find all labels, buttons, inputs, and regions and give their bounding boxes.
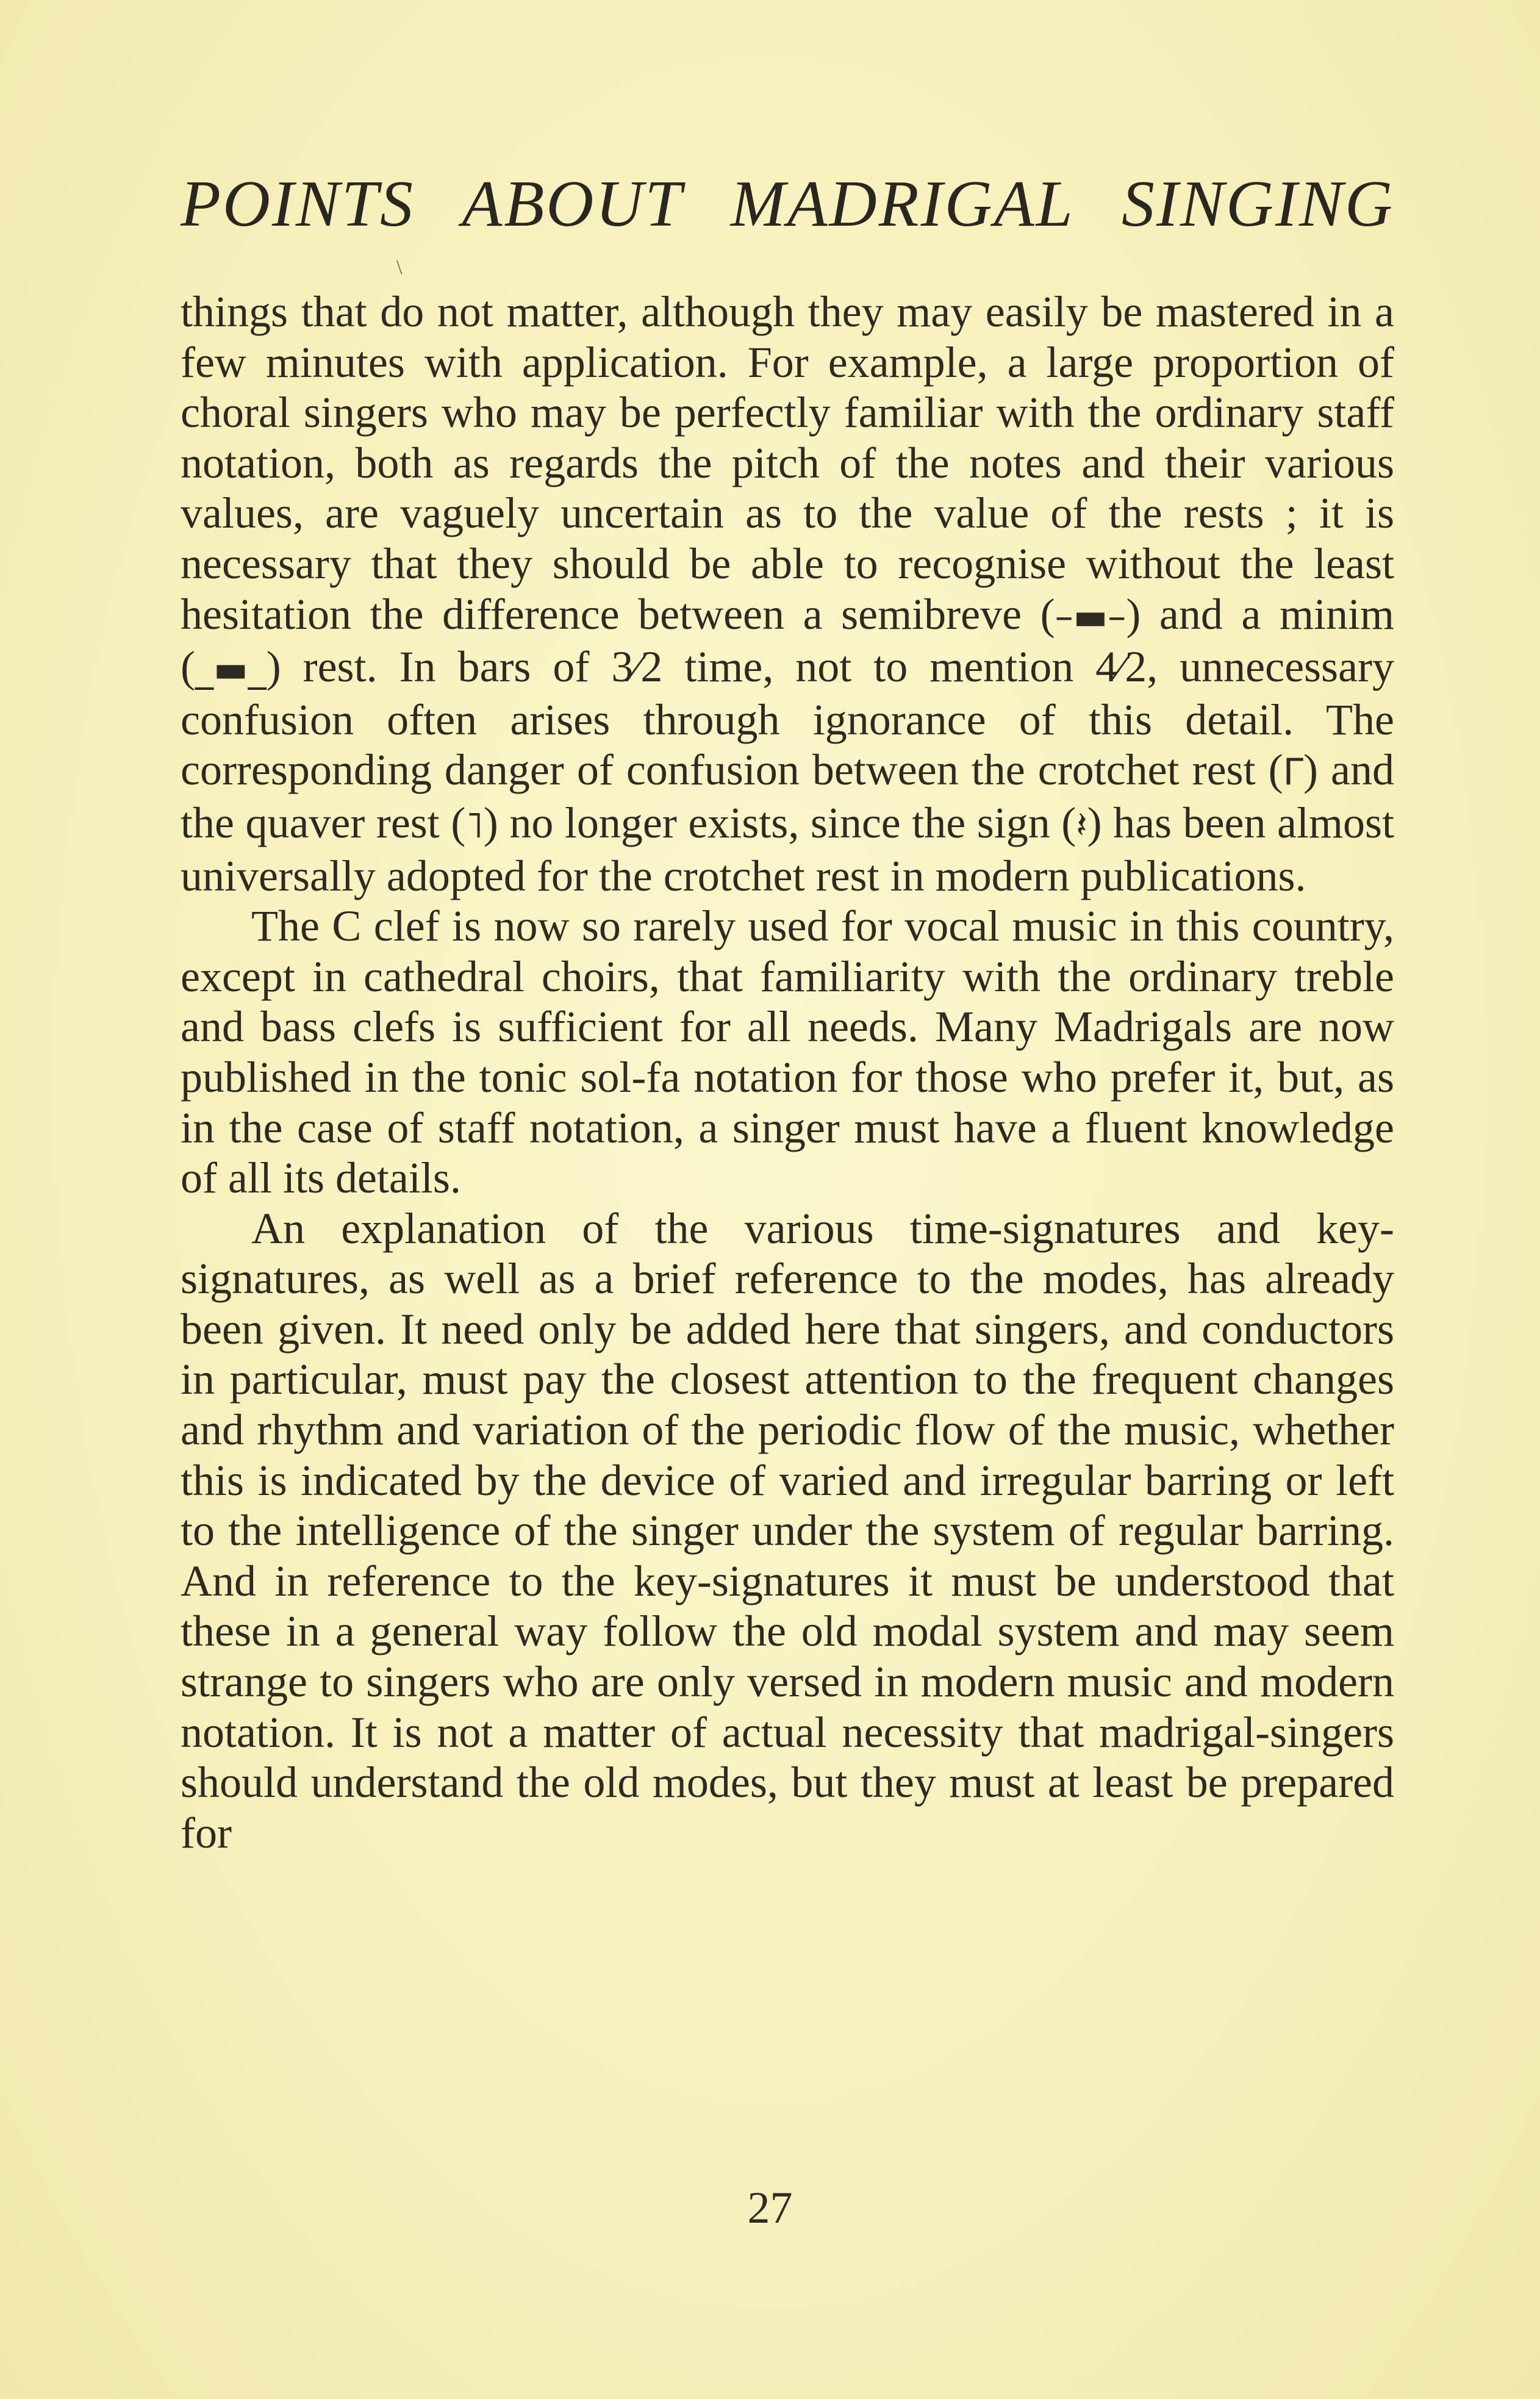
modern-crotchet-rest-symbol: 𝄽 <box>1076 803 1087 847</box>
text-run: ) and the quaver rest ( <box>181 745 1394 847</box>
text-run: , unnecessary confusion often arises through ignorance of this detail. The corresponding danger of confusion between the crotchet rest ( <box>181 642 1395 795</box>
text-run: things that do not matter, although they may easily be mastered in a few minutes with application. For example, a large proportion of choral singers who may be perfectly familiar with the ordinary staff notation, both as regards the pitch of the notes and their various values, are vaguely uncertain as to the value of the rests ; it is necessary that they should be able to recognise without the least hesitation the difference between a semibreve ( <box>181 287 1394 639</box>
time-signature-4-2: 4⁄2 <box>1095 642 1147 692</box>
text-run: ) no longer exists, since the sign ( <box>483 798 1076 847</box>
paragraph-rests <box>181 287 1394 901</box>
semibreve-rest-symbol: –▬– <box>1055 595 1126 638</box>
ink-mark: \ <box>396 256 403 279</box>
page-number: 27 <box>747 2183 793 2233</box>
body-text <box>181 287 1394 1858</box>
running-head: POINTS ABOUT MADRIGAL SINGING <box>181 168 1394 240</box>
minim-rest-symbol: _▬_ <box>195 648 267 691</box>
paragraph-clefs: The C clef is now so rarely used for vocal music in this country, except in cathedral choirs, that familiarity with the ordinary treble and bass clefs is sufficient for all needs. Many Madrigals are now published in the tonic sol-fa notation for those who prefer it, but, as in the case of staff notation, a singer must have a fluent knowledge of all its details. <box>181 902 1394 1203</box>
paragraph-signatures: An explanation of the various time-signatures and key-signatures, as well as a brief reference to the modes, has already been given. It need only be added here that singers, and conductors in particular, must pay the closest attention to the frequent changes and rhythm and variation of the periodic flow of the music, whether this is indicated by the device of varied and irregular barring or left to the intelligence of the singer under the system of regular barring. And in reference to the key-signatures it must be understood that these in a general way follow the old modal system and may seem strange to singers who are only versed in modern music and modern notation. It is not a matter of actual necessity that madrigal-singers should understand the old modes, but they must at least be prepared for <box>181 1203 1394 1857</box>
text-run: time, not to mention <box>662 642 1096 692</box>
text-run: ) rest. In bars of <box>266 642 612 692</box>
quaver-rest-symbol: ˥ <box>465 803 484 847</box>
text-run: ) and a minim ( <box>181 589 1394 692</box>
text-run: ) has been almost universally adopted for the crotchet rest in modern publications. <box>181 798 1394 900</box>
old-crotchet-rest-symbol: Γ <box>1283 751 1304 794</box>
time-signature-3-2: 3⁄2 <box>611 642 663 692</box>
